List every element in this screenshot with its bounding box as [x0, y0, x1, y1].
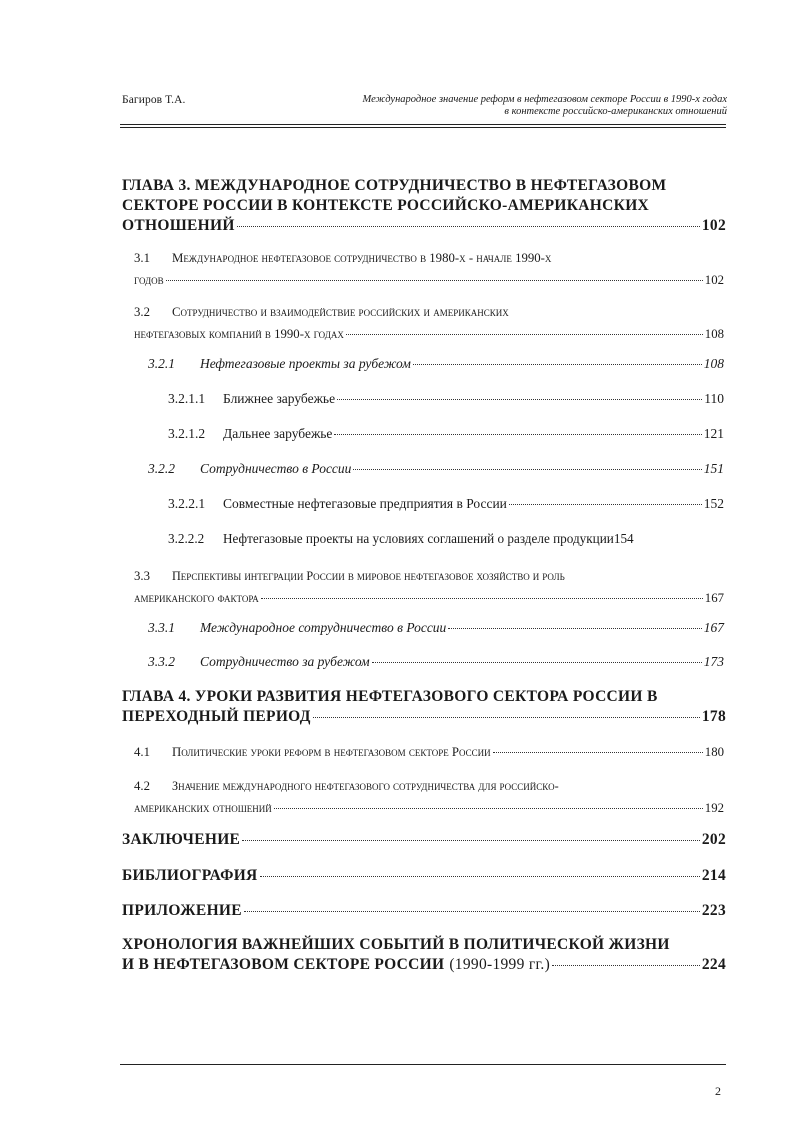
dot-leader: [260, 876, 700, 877]
toc-section-3-1[interactable]: [134, 247, 724, 291]
header-title: [307, 94, 727, 118]
toc-section-number: 3.2.2.1: [168, 496, 206, 511]
dot-leader: [261, 598, 703, 599]
toc-section-number: 3.3.2: [148, 654, 175, 669]
toc-subsection-3-3-2[interactable]: [148, 654, 724, 670]
toc-page-number: 192: [704, 801, 724, 815]
header-author: Багиров Т.А.: [122, 94, 186, 106]
dot-leader: [244, 911, 700, 912]
toc-bibliography[interactable]: [122, 866, 726, 886]
toc-chronology-years: (1990-1999 гг.): [449, 956, 551, 973]
toc-item-3-2-2-2[interactable]: [168, 531, 724, 547]
toc-page-number: 108: [703, 356, 724, 371]
toc-chronology-line2: И В НЕФТЕГАЗОВОМ СЕКТОРЕ РОССИИ: [122, 956, 445, 973]
toc-section-number: 4.1: [134, 745, 150, 759]
toc-page-number: 102: [701, 217, 726, 234]
toc-section-title-cont: нефтегазовых компаний в 1990-х годах: [134, 327, 344, 341]
toc-subsection-3-2-2[interactable]: [148, 461, 724, 477]
toc-chapter-4[interactable]: [122, 687, 726, 727]
dot-leader: [346, 334, 703, 335]
toc-section-title-cont: американских отношений: [134, 801, 272, 815]
toc-page-number: 178: [701, 708, 726, 725]
toc-page-number: 152: [703, 496, 724, 511]
toc-section-3-3[interactable]: [134, 565, 724, 609]
toc-chronology[interactable]: [122, 935, 726, 975]
toc-section-title: Значение международного нефтегазового сотрудничества для российско-: [172, 779, 559, 793]
toc-section-title: Ближнее зарубежье: [223, 391, 336, 406]
toc-page-number: 151: [703, 461, 724, 476]
toc-section-4-1[interactable]: [134, 741, 724, 763]
toc-section-number: 3.2: [134, 305, 150, 319]
toc-entry-title: БИБЛИОГРАФИЯ: [122, 867, 258, 884]
toc-section-number: 3.2.2.2: [168, 531, 205, 546]
dot-leader: [552, 965, 700, 966]
toc-section-number: 3.3.1: [148, 620, 175, 635]
toc-page-number: 167: [703, 620, 724, 635]
toc-section-title: Сотрудничество и взаимодействие российских и американских: [172, 305, 509, 319]
toc-section-number: 4.2: [134, 779, 150, 793]
dot-leader: [237, 226, 700, 227]
toc-page-number: 167: [704, 591, 724, 605]
toc-page-number: 108: [704, 327, 724, 341]
toc-conclusion[interactable]: [122, 830, 726, 850]
toc-section-4-2[interactable]: [134, 775, 724, 819]
toc-appendix[interactable]: [122, 901, 726, 921]
toc-page-number: 154: [613, 531, 634, 546]
header-title-line1: Международное значение реформ в нефтегазовом секторе России в 1990-х годах: [362, 94, 727, 105]
toc-section-title: Международное сотрудничество в России: [200, 620, 447, 635]
toc-page-number: 224: [701, 956, 726, 973]
toc-page-number: 214: [701, 867, 726, 884]
toc-section-title: Сотрудничество в России: [200, 461, 352, 476]
toc-chapter-4-line2: ПЕРЕХОДНЫЙ ПЕРИОД: [122, 708, 311, 725]
footer-rule: [120, 1064, 726, 1065]
header-rule: [120, 124, 726, 125]
toc-section-title: Совместные нефтегазовые предприятия в России: [223, 496, 507, 511]
toc-entry-title: ЗАКЛЮЧЕНИЕ: [122, 831, 241, 848]
dot-leader: [372, 662, 702, 663]
header-title-line2: в контексте российско-американских отношений: [504, 106, 727, 117]
dot-leader: [334, 434, 701, 435]
toc-page-number: 102: [704, 273, 724, 287]
toc-subsection-3-2-1[interactable]: [148, 356, 724, 372]
toc-chapter-3-line2: СЕКТОРЕ РОССИИ В КОНТЕКСТЕ РОССИЙСКО-АМЕРИКАНСКИХ: [122, 197, 650, 214]
toc-chapter-3[interactable]: [122, 176, 726, 236]
toc-section-title: Нефтегазовые проекты за рубежом: [200, 356, 411, 371]
toc-section-number: 3.1: [134, 251, 150, 265]
toc-chapter-3-line3: ОТНОШЕНИЙ: [122, 217, 235, 234]
toc-section-number: 3.2.1.2: [168, 426, 206, 441]
page-number: 2: [715, 1084, 721, 1098]
toc-section-title-cont: американского фактора: [134, 591, 259, 605]
toc-section-number: 3.2.1: [148, 356, 175, 371]
toc-section-title: Международное нефтегазовое сотрудничество в 1980-х - начале 1990-х: [172, 251, 552, 265]
toc-section-title: Дальнее зарубежье: [223, 426, 333, 441]
toc-chronology-line1: ХРОНОЛОГИЯ ВАЖНЕЙШИХ СОБЫТИЙ В ПОЛИТИЧЕСКОЙ ЖИЗНИ: [122, 936, 670, 953]
toc-section-number: 3.3: [134, 569, 150, 583]
dot-leader: [448, 628, 701, 629]
toc-page-number: 173: [703, 654, 724, 669]
toc-section-number: 3.2.1.1: [168, 391, 206, 406]
toc-subsection-3-3-1[interactable]: [148, 620, 724, 636]
dot-leader: [313, 717, 700, 718]
toc-section-title: Сотрудничество за рубежом: [200, 654, 370, 669]
toc-section-title: Политические уроки реформ в нефтегазовом секторе России: [172, 745, 491, 759]
toc-section-3-2[interactable]: [134, 301, 724, 345]
toc-section-title: Нефтегазовые проекты на условиях соглашений о разделе продукции: [223, 531, 614, 546]
dot-leader: [242, 840, 700, 841]
dot-leader: [509, 504, 702, 505]
dot-leader: [337, 399, 702, 400]
toc-section-title-cont: годов: [134, 273, 164, 287]
toc-entry-title: ПРИЛОЖЕНИЕ: [122, 902, 242, 919]
header-rule-thin: [120, 127, 726, 128]
dot-leader: [493, 752, 703, 753]
dot-leader: [274, 808, 703, 809]
toc-page-number: 121: [703, 426, 724, 441]
dot-leader: [413, 364, 702, 365]
toc-item-3-2-2-1[interactable]: [168, 496, 724, 512]
toc-item-3-2-1-1[interactable]: [168, 391, 724, 407]
toc-page-number: 110: [704, 391, 724, 406]
dot-leader: [353, 469, 701, 470]
toc-page-number: 202: [701, 831, 726, 848]
toc-chapter-4-line1: ГЛАВА 4. УРОКИ РАЗВИТИЯ НЕФТЕГАЗОВОГО СЕКТОРА РОССИИ В: [122, 688, 658, 705]
toc-item-3-2-1-2[interactable]: [168, 426, 724, 442]
toc-section-title: Перспективы интеграции России в мировое нефтегазовое хозяйство и роль: [172, 569, 565, 583]
toc-page-number: 180: [704, 745, 724, 759]
toc-section-number: 3.2.2: [148, 461, 175, 476]
dot-leader: [166, 280, 703, 281]
toc-page-number: 223: [701, 902, 726, 919]
toc-chapter-3-line1: ГЛАВА 3. МЕЖДУНАРОДНОЕ СОТРУДНИЧЕСТВО В НЕФТЕГАЗОВОМ: [122, 177, 667, 194]
